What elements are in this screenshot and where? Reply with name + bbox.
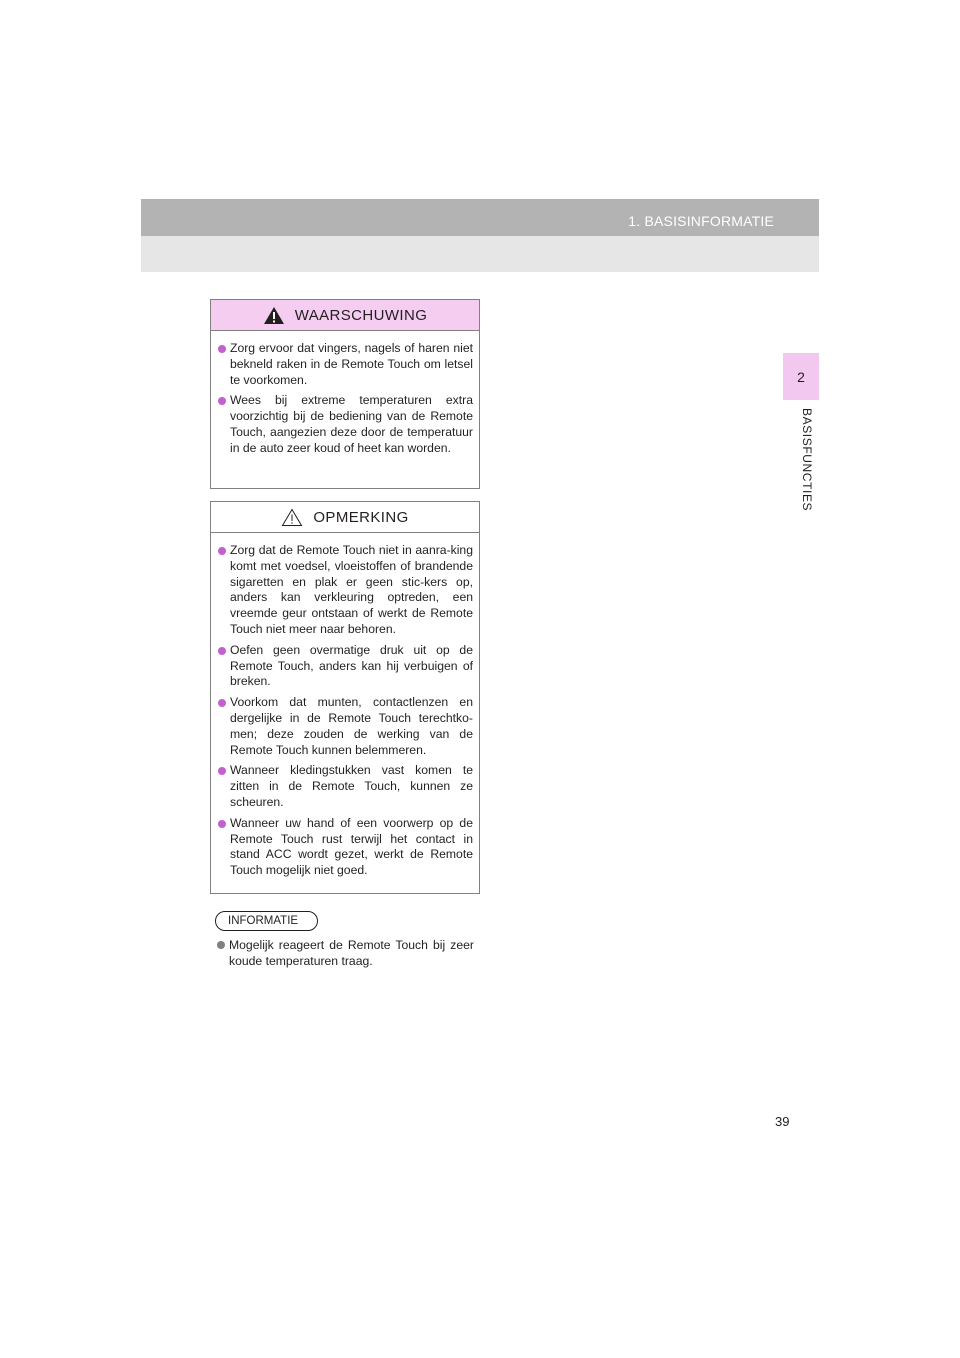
warning-item: Wees bij extreme temperaturen extra voorzichtig bij de bediening van de Remote Touch, aangezien deze door de temperatuur in de auto zeer koud of heet kan worden.	[217, 393, 473, 456]
notice-item: Voorkom dat munten, contactlenzen en dergelijke in de Remote Touch terechtko-men; deze zouden de werking van de Remote Touch kunnen belemmeren.	[217, 695, 473, 758]
bullet-icon	[218, 820, 226, 828]
notice-item: Oefen geen overmatige druk uit op de Remote Touch, anders kan hij verbuigen of breken.	[217, 643, 473, 690]
info-item: Mogelijk reageert de Remote Touch bij zeer koude temperaturen traag.	[216, 937, 474, 969]
notice-item: Zorg dat de Remote Touch niet in aanra-king komt met voedsel, vloeistoffen of brandende sigaretten en plak er geen stic-kers op, anders kan verkleuring optreden, een vreemde geur ontstaan of werkt de Remote Touch niet meer naar behoren.	[217, 543, 473, 638]
warning-triangle-icon	[263, 306, 285, 325]
header-subband	[141, 236, 819, 272]
chapter-label: BASISFUNCTIES	[800, 408, 814, 512]
warning-box	[210, 299, 480, 489]
caution-triangle-icon	[281, 508, 303, 527]
bullet-icon	[218, 647, 226, 655]
warning-item: Zorg ervoor dat vingers, nagels of haren niet bekneld raken in de Remote Touch om letsel te voorkomen.	[217, 341, 473, 388]
notice-box-title: OPMERKING	[313, 508, 409, 526]
info-label: INFORMATIE	[215, 911, 318, 931]
notice-box-header	[211, 502, 479, 533]
page-number: 39	[775, 1114, 790, 1129]
chapter-number: 2	[797, 368, 805, 385]
bullet-icon	[218, 397, 226, 405]
bullet-icon	[218, 699, 226, 707]
notice-item: Wanneer uw hand of een voorwerp op de Remote Touch rust terwijl het contact in stand ACC wordt gezet, werkt de Remote Touch mogelijk niet goed.	[217, 816, 473, 879]
warning-box-header	[211, 300, 479, 331]
bullet-icon	[217, 941, 225, 949]
bullet-icon	[218, 547, 226, 555]
chapter-tab	[783, 353, 819, 400]
notice-box	[210, 501, 480, 894]
notice-item: Wanneer kledingstukken vast komen te zitten in de Remote Touch, kunnen ze scheuren.	[217, 763, 473, 810]
bullet-icon	[218, 345, 226, 353]
bullet-icon	[218, 767, 226, 775]
warning-box-title: WAARSCHUWING	[294, 306, 428, 324]
section-title: 1. BASISINFORMATIE	[628, 213, 774, 229]
